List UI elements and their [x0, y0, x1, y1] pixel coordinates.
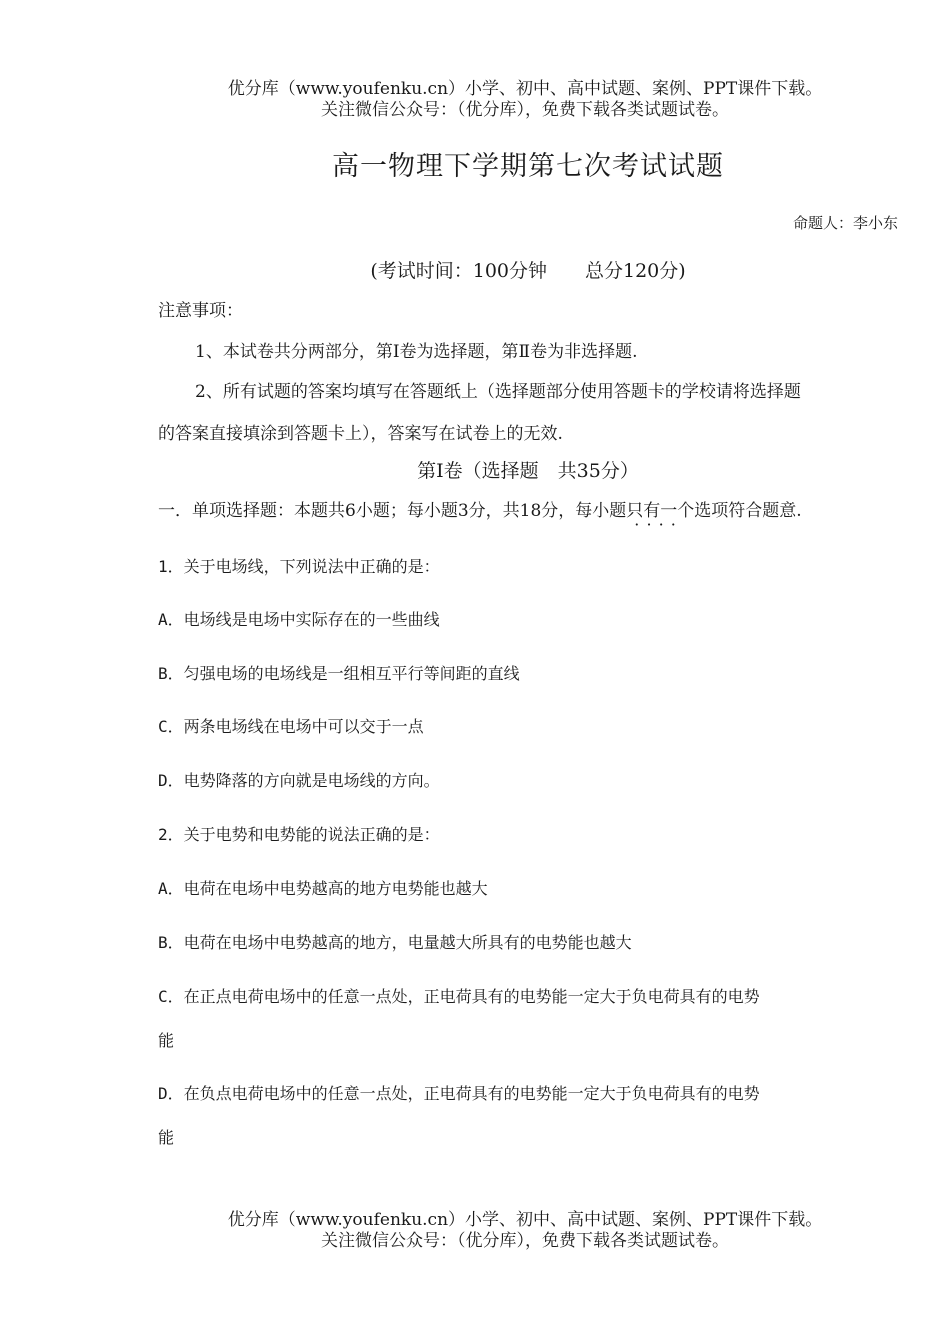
question-2-option-c-wrap: 能	[158, 1031, 175, 1050]
question-2-option-c: C．在正点电荷电场中的任意一点处，正电荷具有的电势能一定大于负电荷具有的电势	[158, 987, 760, 1006]
instruction-emphasis: 只有一个 · · · ·	[626, 501, 694, 521]
header-line-2: 关注微信公众号：（优分库），免费下载各类试题试卷。	[321, 100, 729, 120]
question-2-option-a: A．电荷在电场中电势越高的地方电势能也越大	[158, 879, 488, 898]
question-1-option-d: D．电势降落的方向就是电场线的方向。	[158, 771, 440, 790]
question-1-option-c: C．两条电场线在电场中可以交于一点	[158, 717, 424, 736]
question-1-stem: 1．关于电场线，下列说法中正确的是：	[158, 557, 440, 576]
section-title: 第Ⅰ卷（选择题 共35分）	[417, 460, 639, 482]
notice-heading: 注意事项：	[158, 301, 243, 321]
footer-line-2: 关注微信公众号：（优分库），免费下载各类试题试卷。	[321, 1231, 729, 1251]
header-line-1: 优分库（www.youfenku.cn）小学、初中、高中试题、案例、PPT课件下载。	[227, 79, 823, 99]
author-line: 命题人：李小东	[792, 214, 898, 232]
instruction-prefix: 一．单项选择题：本题共6小题；每小题3分，共18分，每小题	[158, 501, 627, 521]
question-2-option-b: B．电荷在电场中电势越高的地方，电量越大所具有的电势能也越大	[158, 933, 632, 952]
question-1-option-b: B．匀强电场的电场线是一组相互平行等间距的直线	[158, 664, 520, 683]
question-2-stem: 2．关于电势和电势能的说法正确的是：	[158, 825, 440, 844]
footer-line-1: 优分库（www.youfenku.cn）小学、初中、高中试题、案例、PPT课件下载。	[227, 1210, 823, 1230]
notice-item-2-line-1: 2、所有试题的答案均填写在答题纸上（选择题部分使用答题卡的学校请将选择题	[195, 382, 801, 402]
question-1-option-a: A．电场线是电场中实际存在的一些曲线	[158, 610, 440, 629]
section-instruction	[158, 496, 802, 521]
notice-item-2-line-2: 的答案直接填涂到答题卡上），答案写在试卷上的无效.	[158, 424, 563, 444]
question-2-option-d: D．在负点电荷电场中的任意一点处，正电荷具有的电势能一定大于负电荷具有的电势	[158, 1084, 760, 1103]
exam-time: (考试时间：100分钟 总分120分)	[370, 260, 686, 282]
page-title: 高一物理下学期第七次考试试题	[332, 151, 724, 182]
notice-item-1: 1、本试卷共分两部分，第Ⅰ卷为选择题，第Ⅱ卷为非选择题.	[195, 342, 638, 362]
question-2-option-d-wrap: 能	[158, 1128, 175, 1147]
instruction-suffix: 选项符合题意.	[694, 501, 802, 521]
